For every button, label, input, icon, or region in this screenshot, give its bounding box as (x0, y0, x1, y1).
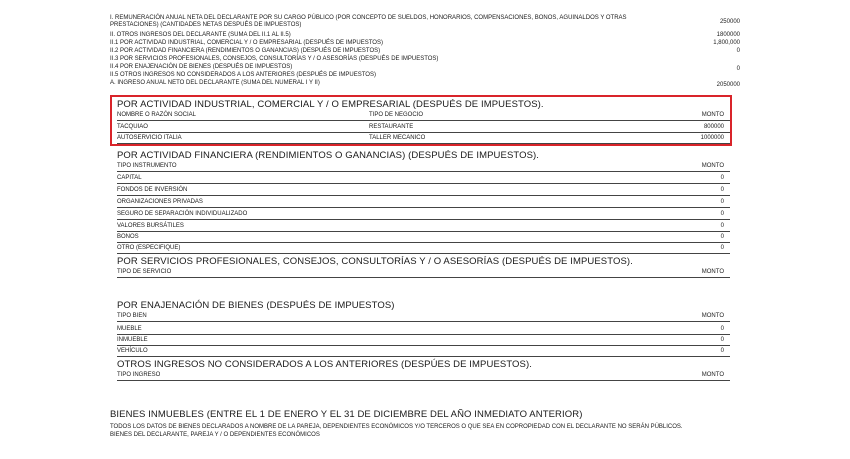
industrial-title: POR ACTIVIDAD INDUSTRIAL, COMERCIAL Y / O EMPRESARIAL (DESPUÉS DE IMPUESTOS). (117, 99, 544, 110)
summary-row-4-label: II.2 POR ACTIVIDAD FINANCIERA (RENDIMIENTOS O GANANCIAS) (DESPUÉS DE IMPUESTOS) (110, 48, 381, 54)
financiera-title: POR ACTIVIDAD FINANCIERA (RENDIMIENTOS O GANANCIAS) (DESPUÉS DE IMPUESTOS). (117, 150, 540, 161)
summary-row-8-value: 2050000 (716, 82, 740, 88)
summary-row-6-label: II.4 POR ENAJENACIÓN DE BIENES (DESPUÉS DE IMPUESTOS) (110, 64, 293, 70)
bienes-note-2: BIENES DEL DECLARANTE, PAREJA Y / O DEPENDIENTES ECONÓMICOS (110, 432, 320, 438)
enajenacion-col-type: TIPO BIEN (117, 313, 147, 319)
otros-title: OTROS INGRESOS NO CONSIDERADOS A LOS ANTERIORES (DESPÚES DE IMPUESTOS). (117, 359, 532, 370)
row-amount: 0 (720, 326, 724, 332)
summary-row-4-value: 0 (736, 48, 740, 54)
summary-row-1-value: 250000 (719, 19, 740, 25)
financiera-col-type: TIPO INSTRUMENTO (117, 163, 177, 169)
table-row (117, 184, 730, 196)
financiera-header (117, 162, 730, 172)
table-row (117, 172, 730, 184)
row-name: FONDOS DE INVERSIÓN (117, 187, 188, 193)
summary-row-5-label: II.3 POR SERVICIOS PROFESIONALES, CONSEJOS, CONSULTORÍAS Y / O ASESORÍAS (DESPUÉS DE IMPUESTOS) (110, 56, 439, 62)
industrial-header (117, 111, 730, 121)
financiera-col-amount: MONTO (701, 163, 724, 169)
otros-header (117, 371, 730, 381)
summary-row-6-value: 0 (736, 66, 740, 72)
enajenacion-header (117, 312, 730, 322)
bienes-title: BIENES INMUEBLES (ENTRE EL 1 DE ENERO Y EL 31 DE DICIEMBRE DEL AÑO INMEDIATO ANTERIOR) (110, 409, 583, 420)
enajenacion-title: POR ENAJENACIÓN DE BIENES (DESPUÉS DE IMPUESTOS) (117, 300, 395, 311)
servicios-col-amount: MONTO (701, 269, 724, 275)
row-name: AUTOSERVICIO ITALIA (117, 135, 182, 141)
row-amount: 0 (720, 199, 724, 205)
table-row (117, 132, 730, 144)
summary-row-2-label: II. OTROS INGRESOS DEL DECLARANTE (SUMA DEL II.1 AL II.5) (110, 32, 291, 38)
row-name: OTRO (ESPECIFIQUE) (117, 245, 181, 251)
row-amount: 1000000 (700, 135, 724, 141)
servicios-col-type: TIPO DE SERVICIO (117, 269, 172, 275)
table-row (117, 208, 730, 220)
servicios-title: POR SERVICIOS PROFESIONALES, CONSEJOS, CONSULTORÍAS Y / O ASESORÍAS (DESPUÉS DE IMPUESTOS). (117, 256, 633, 267)
row-name: BONOS (117, 234, 139, 240)
row-name: VEHÍCULO (117, 348, 148, 354)
summary-row-2-value: 1800000 (716, 32, 740, 38)
otros-col-amount: MONTO (701, 372, 724, 378)
table-row (117, 196, 730, 208)
summary-row-1-label: I. REMUNERACIÓN ANUAL NETA DEL DECLARANTE POR SU CARGO PÚBLICO (POR CONCEPTO DE SUELDOS, HONORARIOS, COMPENSACIONES, BONOS, AGUINALDOS Y OTRAS (110, 15, 627, 21)
row-type: TALLER MECANICO (369, 135, 426, 141)
summary-row-8-label: A. INGRESO ANUAL NETO DEL DECLARANTE (SUMA DEL NUMERAL I Y II) (110, 80, 320, 86)
table-row (117, 345, 730, 357)
enajenacion-col-amount: MONTO (701, 313, 724, 319)
summary-row-7-label: II.5 OTROS INGRESOS NO CONSIDERADOS A LOS ANTERIORES (DESPUÉS DE IMPUESTOS) (110, 72, 376, 78)
row-amount: 800000 (703, 124, 724, 130)
summary-row-3-value: 1,800,000 (713, 40, 740, 46)
row-amount: 0 (720, 234, 724, 240)
industrial-col-amount: MONTO (701, 112, 724, 118)
summary-row-1-label-cont: PRESTACIONES) (CANTIDADES NETAS DESPUÉS DE IMPUESTOS) (110, 22, 302, 28)
industrial-col-name: NOMBRE O RAZÓN SOCIAL (117, 112, 197, 118)
row-name: MUEBLE (117, 326, 142, 332)
row-amount: 0 (720, 223, 724, 229)
otros-col-type: TIPO INGRESO (117, 372, 161, 378)
row-name: VALORES BURSÁTILES (117, 223, 184, 229)
industrial-col-type: TIPO DE NEGOCIO (369, 112, 424, 118)
row-amount: 0 (720, 337, 724, 343)
row-name: INMUEBLE (117, 337, 148, 343)
summary-row-3-label: II.1 POR ACTIVIDAD INDUSTRIAL, COMERCIAL Y / O EMPRESARIAL (DESPUÉS DE IMPUESTOS) (110, 40, 383, 46)
row-name: CAPITAL (117, 175, 142, 181)
table-row (117, 242, 730, 254)
row-amount: 0 (720, 187, 724, 193)
row-amount: 0 (720, 245, 724, 251)
row-name: ORGANIZACIONES PRIVADAS (117, 199, 203, 205)
row-amount: 0 (720, 348, 724, 354)
row-name: SEGURO DE SEPARACIÓN INDIVIDUALIZADO (117, 211, 248, 217)
row-amount: 0 (720, 211, 724, 217)
row-name: TACQUIAO (117, 124, 148, 130)
row-type: RESTAURANTE (369, 124, 414, 130)
bienes-note-1: TODOS LOS DATOS DE BIENES DECLARADOS A NOMBRE DE LA PAREJA, DEPENDIENTES ECONÓMICOS Y/O TERCEROS O QUE SEA EN COPROPIEDAD CON EL DECLARANTE NO SERÁN PÚBLICOS. (110, 424, 683, 430)
servicios-header (117, 268, 730, 278)
row-amount: 0 (720, 175, 724, 181)
